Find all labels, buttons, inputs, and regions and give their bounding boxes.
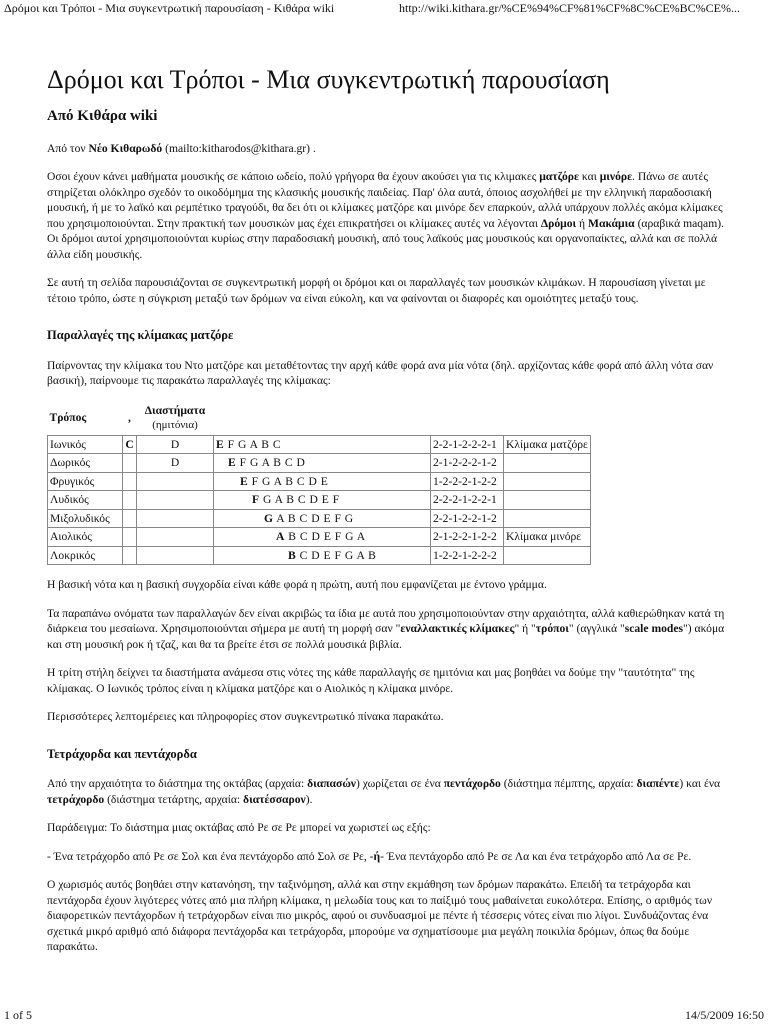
col-header-intervals-title: Διαστήματα <box>144 403 206 417</box>
mode-scale-notes: B C D E F G A <box>288 530 366 543</box>
term-dromoi: Δρόμοι <box>540 216 577 230</box>
mode-description <box>504 491 591 510</box>
text: ή <box>579 216 586 230</box>
table-row <box>48 546 591 565</box>
mode-name: Ιωνικός <box>48 435 123 454</box>
author-mail[interactable]: (mailto:kitharodos@kithara.gr) <box>165 141 311 155</box>
mode-col1 <box>123 528 137 547</box>
term-scale-modes: scale modes <box>624 622 683 635</box>
mode-intervals: 1-2-2-2-1-2-2 <box>431 472 504 491</box>
section1-paragraph-2: Η βασική νότα και η βασική συγχορδία είναι κάθε φορά η πρώτη, αυτή που εμφανίζεται με έντονο γράμμα. <box>47 578 547 591</box>
text: - Ένα τετράχορδο από Ρε σε Σολ και ένα πεντάχορδο από Σολ σε Ρε, - <box>47 849 374 863</box>
text: (διάστημα τετάρτης, αρχαία: <box>107 792 241 806</box>
mode-intervals: 2-1-2-2-2-1-2 <box>431 454 504 473</box>
term-tetrachord: τετράχορδο <box>47 792 105 806</box>
col-header-blank: , <box>128 411 131 425</box>
mode-col2 <box>137 509 214 528</box>
section-heading-major-variations: Παραλλαγές της κλίμακας ματζόρε <box>47 328 234 342</box>
table-row <box>48 491 591 510</box>
mode-col2: D <box>137 435 214 454</box>
text: Τα παραπάνω ονόματα των παραλλαγών δεν είναι ακριβώς τα ίδια με αυτά που χρησιμοποιούνταν στην αρχαιότητα, αλλά καθιερώθηκαν κατά τη διάρκεια του μεσαίωνα. Χρησιμοποιούνται σήμερα με αυτή τη μορφή σαν " <box>47 606 725 635</box>
print-footer-date: 14/5/2009 16:50 <box>684 1008 764 1022</box>
mode-intervals: 2-1-2-2-1-2-2 <box>431 528 504 547</box>
text: (διάστημα πέμπτης, αρχαία: <box>503 777 634 790</box>
text: ) και ένα <box>679 777 721 790</box>
term-diapente: διαπέντε <box>636 777 680 790</box>
mode-description: Κλίμακα μινόρε <box>504 528 591 547</box>
mode-scale-notes: A B C D E F G <box>276 511 354 525</box>
author-line <box>47 141 727 157</box>
mode-description <box>504 509 591 528</box>
mode-description <box>504 454 591 473</box>
mode-description: Κλίμακα ματζόρε <box>504 435 591 454</box>
article <box>47 55 727 968</box>
mode-tonic: B <box>288 548 297 562</box>
term-minor: μινόρε <box>599 170 633 183</box>
mode-col2 <box>137 472 214 491</box>
section1-paragraph-5: Περισσότερες λεπτομέρειες και πληροφορίες στον συγκεντρωτικό πίνακα παρακάτω. <box>47 710 444 723</box>
text: (αραβικά maqam). Οι δρόμοι αυτοί χρησιμοποιούνται κυρίως στην παραδοσιακή μουσική, από τους λαϊκούς μας μουσικούς και οργανοπαίκτες, αλλά και σε πολλά άλλα είδη μουσικής. <box>47 216 724 261</box>
mode-notes <box>214 546 431 565</box>
table-row <box>48 454 591 473</box>
term-diapason: διαπασών <box>307 777 356 790</box>
mode-tonic: E <box>240 474 249 488</box>
mode-col1 <box>123 472 137 491</box>
text: - Ένα πεντάχορδο από Ρε σε Λα και ένα τετράχορδο από Λα σε Ρε. <box>380 849 692 863</box>
mode-col1: C <box>123 435 137 454</box>
author-end: . <box>312 141 316 155</box>
section1-paragraph-1: Παίρνοντας την κλίμακα του Ντο ματζόρε και μεταθέτοντας την αρχή κάθε φορά ανα μία νότα (δηλ. αρχίζοντας κάθε φορά από άλλη νότα σαν βασική), παίρνουμε τις παρακάτω παραλλαγές της κλίμακας: <box>47 358 714 387</box>
mode-name: Φρυγικός <box>48 472 123 491</box>
mode-name: Δωρικός <box>48 454 123 473</box>
mode-description <box>504 472 591 491</box>
term-or: ή <box>373 849 381 863</box>
section1-paragraph-3 <box>47 606 727 653</box>
section1-paragraph-4: Η τρίτη στήλη δείχνει τα διαστήματα ανάμεσα στις νότες της κάθε παραλλαγής σε ημιτόνια και μας βοηθάει να δούμε την "ταυτότητα" της κλίμακας. Ο Ιωνικός τρόπος είναι η κλίμακα ματζόρε και ο Αιολικός η κλίμακα μινόρε. <box>47 666 695 695</box>
intro-paragraph-2: Σε αυτή τη σελίδα παρουσιάζονται σε συγκεντρωτική μορφή οι δρόμοι και οι παραλλαγές των μουσικών κλιμάκων. Η παρουσίαση γίνεται με τέτοιο τρόπο, ώστε η σύγκριση μεταξύ των δρόμων να είναι εύκολη, και να φαίνονται οι διαφορές και ομοιότητες μεταξύ τους. <box>47 276 706 305</box>
section2-paragraph-3 <box>47 849 727 865</box>
mode-intervals: 1-2-2-1-2-2-2 <box>431 546 504 565</box>
mode-notes <box>214 472 431 491</box>
text: . Πάνω σε αυτές στηρίζεται ολόκληρο σχεδόν το οικοδόμημα της κλασικής μουσικής παιδείας. Παρ' όλα αυτά, όποιος ασχολήθεί με την ελληνική παραδοσιακή μουσική, ή με το λαϊκό και ρεμπέτικο τραγούδι, θα δει ότι οι κλίμακες ματζόρε και μινόρε δεν επαρκούν, αλλά υπάρχουν πολλές ακόμα κλίμακες που χρησιμοποιούνται. Στην πρακτική των μουσικών μας έχει επικρατήσει οι κλίμακες αυτές να λέγονται <box>47 170 723 230</box>
mode-col2 <box>137 528 214 547</box>
mode-name: Αιολικός <box>48 528 123 547</box>
col-header-intervals-sub: (ημιτόνια) <box>152 419 198 431</box>
mode-col1 <box>123 454 137 473</box>
col-header-mode: Τρόπος <box>49 411 87 425</box>
text: ) χωρίζεται σε ένα <box>355 777 441 790</box>
mode-description <box>504 546 591 565</box>
print-footer-page: 1 of 5 <box>4 1008 32 1022</box>
mode-notes <box>214 528 431 547</box>
author-prefix: Από τον <box>47 141 86 155</box>
mode-col1 <box>123 491 137 510</box>
text: " ή " <box>514 622 536 635</box>
mode-tonic: A <box>276 530 285 543</box>
mode-notes <box>214 435 431 454</box>
mode-intervals: 2-2-1-2-2-1-2 <box>431 509 504 528</box>
term-diatessaron: διατέσσαρον <box>243 792 306 806</box>
text: και <box>581 170 597 183</box>
modes-table <box>47 402 591 566</box>
table-row <box>48 528 591 547</box>
mode-name: Μιξολυδικός <box>48 509 123 528</box>
mode-col2 <box>137 546 214 565</box>
mode-intervals: 2-2-2-1-2-2-1 <box>431 491 504 510</box>
mode-tonic: E <box>216 437 225 451</box>
section-heading-tetrachords: Τετράχορδα και πεντάχορδα <box>47 746 197 761</box>
section2-paragraph-4: Ο χωρισμός αυτός βοηθάει στην κατανόηση, την ταξινόμηση, αλλά και στην εκμάθηση των δρόμων παρακάτω. Επειδή τα τετράχορδα και πεντάχορδα έχουν λιγότερες νότες από μια πλήρη κλίμακα, η μελωδία τους και το παίξιμό τους μαθαίνεται ευκολότερα. Επίσης, ο αριθμός των διαφορετικών πεντάχορδων ή τετράχορδων είναι πιο μικρός, αφού οι συνδυασμοί με πέντε ή τέσσερις νότες είναι πιο λίγοι. Συνδυάζοντας ένα σχετικά μικρό αριθμό από διάφορα πεντάχορδα και τετράχορδα, μπορούμε να σχηματίσουμε μια μεγάλη ποικιλία δρόμων, όπως θα δούμε παρακάτω. <box>47 878 713 953</box>
text: Από την αρχαιότητα το διάστημα της οκτάβας (αρχαία: <box>47 777 305 790</box>
table-row <box>48 472 591 491</box>
mode-scale-notes: F G A B C D <box>239 456 306 469</box>
mode-name: Λυδικός <box>48 491 123 510</box>
mode-col2 <box>137 491 214 510</box>
table-row <box>48 435 591 454</box>
mode-scale-notes: G A B C D E F <box>263 493 340 506</box>
term-major: ματζόρε <box>539 170 579 183</box>
mode-scale-notes: F G A B C D E <box>251 474 329 488</box>
col-header-intervals <box>137 402 214 436</box>
text: ") ακόμα και στη μουσική ροκ ή τζαζ, και θα τα βρείτε έτσι σε πολλά μουσικά βιβλία. <box>47 622 725 651</box>
modes-table-body <box>48 435 591 565</box>
term-tropoi: τρόποι <box>535 622 569 635</box>
term-alt-scales: εναλλακτικές κλίμακες <box>400 622 515 635</box>
mode-tonic: F <box>252 493 260 506</box>
mode-notes <box>214 491 431 510</box>
page-subtitle: Από Κιθάρα wiki <box>47 108 158 124</box>
mode-notes <box>214 509 431 528</box>
term-pentachord: πεντάχορδο <box>443 777 501 790</box>
mode-name: Λοκρικός <box>48 546 123 565</box>
page-title: Δρόμοι και Τρόποι - Μια συγκεντρωτική παρουσίαση <box>47 65 610 94</box>
mode-col1 <box>123 509 137 528</box>
text: Οσοι έχουν κάνει μαθήματα μουσικής σε κάποιο ωδείο, πολύ γρήγορα θα έχουν ακούσει για τις κλιμακες <box>47 170 537 183</box>
mode-tonic: G <box>264 511 274 525</box>
table-row <box>48 509 591 528</box>
print-header-url: http://wiki.kithara.gr/%CE%94%CF%81%CF%8C%CE%BC%CE%... <box>399 1 740 15</box>
intro-paragraph-1 <box>47 169 727 262</box>
text: ). <box>305 792 313 806</box>
mode-tonic: E <box>228 456 237 469</box>
author-name-link[interactable]: Νέο Κιθαρωδό <box>88 141 163 155</box>
mode-notes <box>214 454 431 473</box>
mode-scale-notes: F G A B C <box>227 437 282 451</box>
section2-paragraph-1 <box>47 776 727 807</box>
mode-scale-notes: C D E F G A B <box>299 548 377 562</box>
mode-col1 <box>123 546 137 565</box>
mode-col2: D <box>137 454 214 473</box>
section2-paragraph-2: Παράδειγμα: Το διάστημα μιας οκτάβας από Ρε σε Ρε μπορεί να χωριστεί ως εξής: <box>47 821 431 834</box>
print-header-title: Δρόμοι και Τρόποι - Μια συγκεντρωτική παρουσίαση - Κιθάρα wiki <box>4 1 335 15</box>
text: " (αγγλικά " <box>568 622 625 635</box>
mode-intervals: 2-2-1-2-2-2-1 <box>431 435 504 454</box>
term-makamia: Μακάμια <box>588 216 635 230</box>
